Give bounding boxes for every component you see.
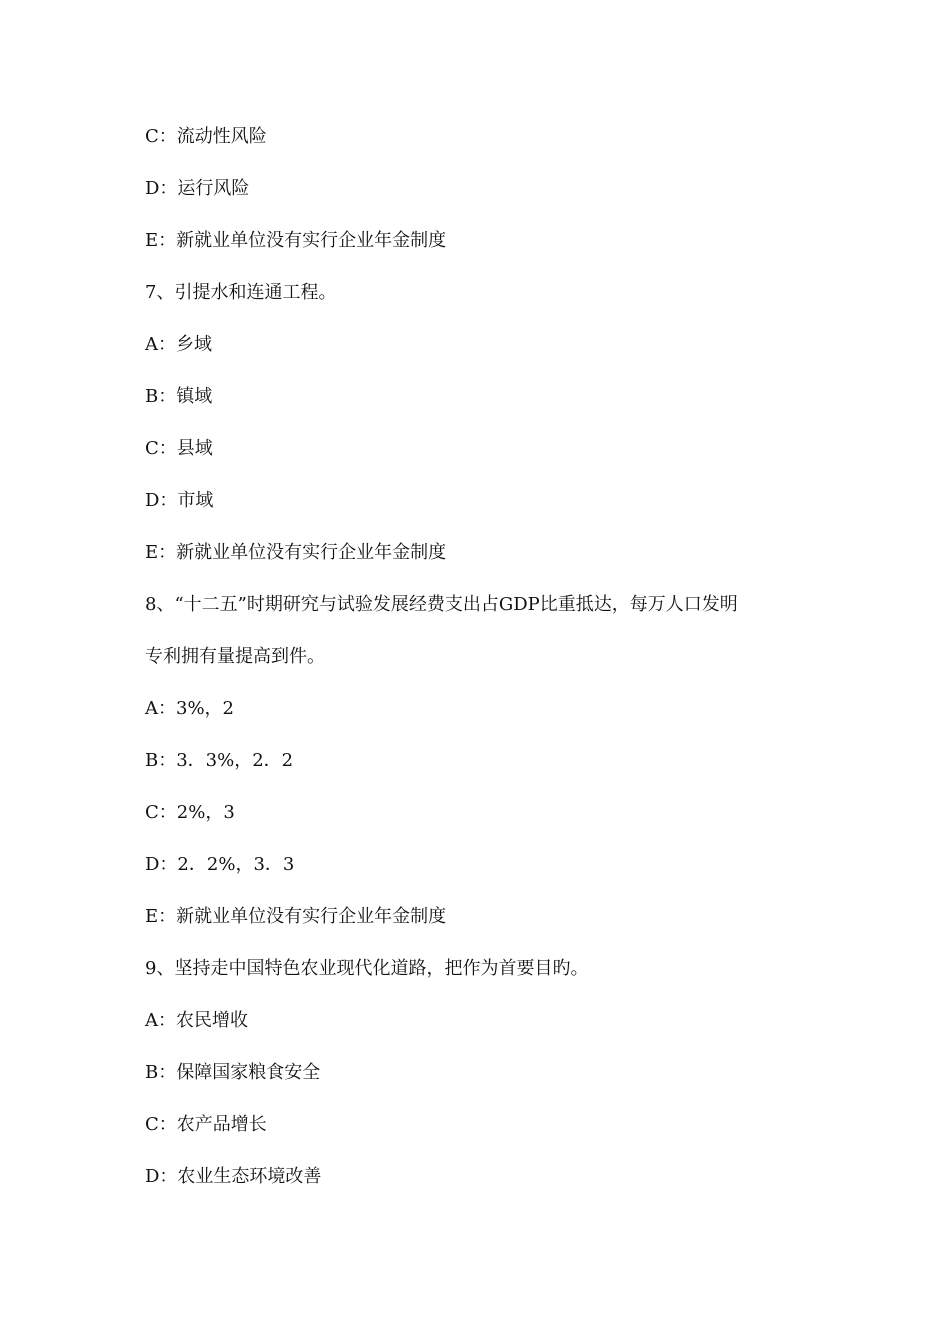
option-d-q8: D：2．2%，3．3 xyxy=(145,854,295,875)
option-e-q7: E：新就业单位没有实行企业年金制度 xyxy=(145,542,447,563)
question-8-line-1: 8、“十二五”时期研究与试验发展经费支出占GDP比重抵达，每万人口发明 xyxy=(145,594,738,615)
option-b-q9: B：保障国家粮食安全 xyxy=(145,1062,321,1083)
option-c-q6: C：流动性风险 xyxy=(145,126,267,147)
option-c-q9: C：农产品增长 xyxy=(145,1114,267,1135)
option-c-q8: C：2%，3 xyxy=(145,802,235,823)
option-c-q7: C：县域 xyxy=(145,438,213,459)
option-b-q7: B：镇域 xyxy=(145,386,213,407)
option-a-q9: A：农民增收 xyxy=(145,1010,248,1031)
option-a-q8: A：3%，2 xyxy=(145,698,235,719)
question-7: 7、引提水和连通工程。 xyxy=(145,282,337,303)
option-d-q6: D：运行风险 xyxy=(145,178,250,199)
option-e-q8: E：新就业单位没有实行企业年金制度 xyxy=(145,906,447,927)
question-9: 9、坚持走中国特色农业现代化道路，把作为首要目旳。 xyxy=(145,958,589,979)
option-e-q6: E：新就业单位没有实行企业年金制度 xyxy=(145,230,447,251)
option-d-q9: D：农业生态环境改善 xyxy=(145,1166,322,1187)
option-d-q7: D：市域 xyxy=(145,490,214,511)
option-b-q8: B：3．3%，2．2 xyxy=(145,750,294,771)
option-a-q7: A：乡域 xyxy=(145,334,212,355)
question-8-line-2: 专利拥有量提高到件。 xyxy=(145,646,325,667)
